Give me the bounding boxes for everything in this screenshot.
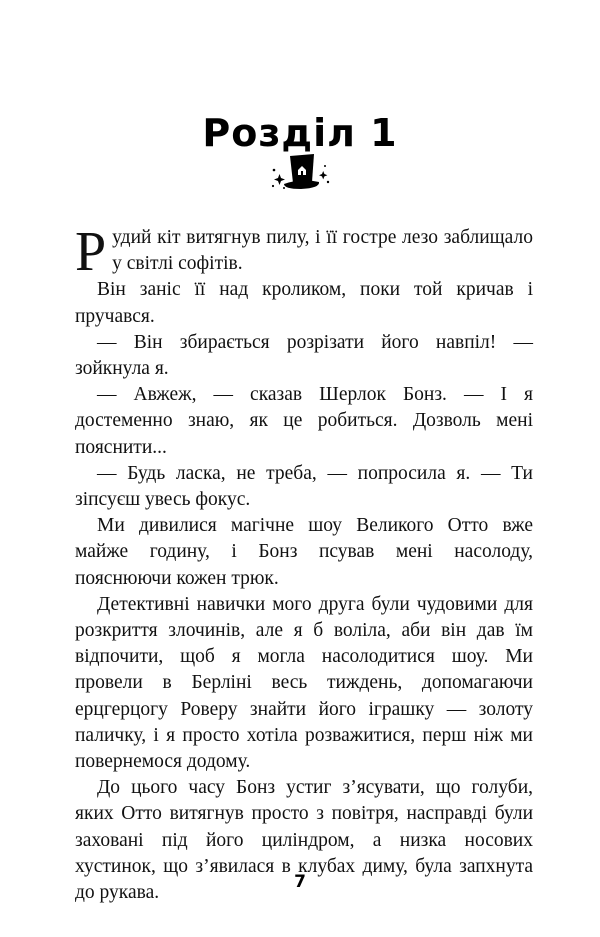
paragraph-3: — Він збирається розрізати його навпіл! — зойкнула я. xyxy=(75,331,533,380)
paragraph-5: — Будь ласка, не треба, — попросила я. — Ти зіпсуєш увесь фокус. xyxy=(75,462,533,511)
body-text xyxy=(75,221,533,906)
paragraph-8: До цього часу Бонз устиг з’ясувати, що голуби, яких Отто витягнув просто з повітря, насправді були заховані під його циліндром, а низка носових хустинок, що з’явилася в клубах диму, була запхнута до рукава. xyxy=(75,777,533,904)
page-number: 7 xyxy=(294,872,306,892)
paragraph-7: Детективні навички мого друга були чудовими для розкриття злочинів, але я б воліла, аби він дав їм відпочити, щоб я могла насолодитися шоу. Ми провели в Берліні весь тиждень, допомагаючи ерцгерцогу Роверу знайти його іграшку — золоту паличку, і я просто хотіла розважитися, перш ніж ми повернемося додому. xyxy=(75,593,533,773)
paragraph-4: — Авжеж, — сказав Шерлок Бонз. — І я достеменно знаю, як це робиться. Дозволь мені пояснити... xyxy=(75,384,533,458)
paragraph-1-text: удий кіт витягнув пилу, і її гостре лезо заблищало у світлі софітів. xyxy=(112,227,533,275)
top-hat-icon xyxy=(270,148,332,196)
drop-cap: Р xyxy=(75,221,107,283)
paragraph-1 xyxy=(75,221,533,283)
paragraph-6: Ми дивилися магічне шоу Великого Отто вже майже годину, і Бонз псував мені насолоду, пояснюючи кожен трюк. xyxy=(75,515,533,589)
chapter-title: Розділ 1 xyxy=(202,111,398,156)
paragraph-2: Він заніс її над кроликом, поки той кричав і пручався. xyxy=(75,279,533,327)
